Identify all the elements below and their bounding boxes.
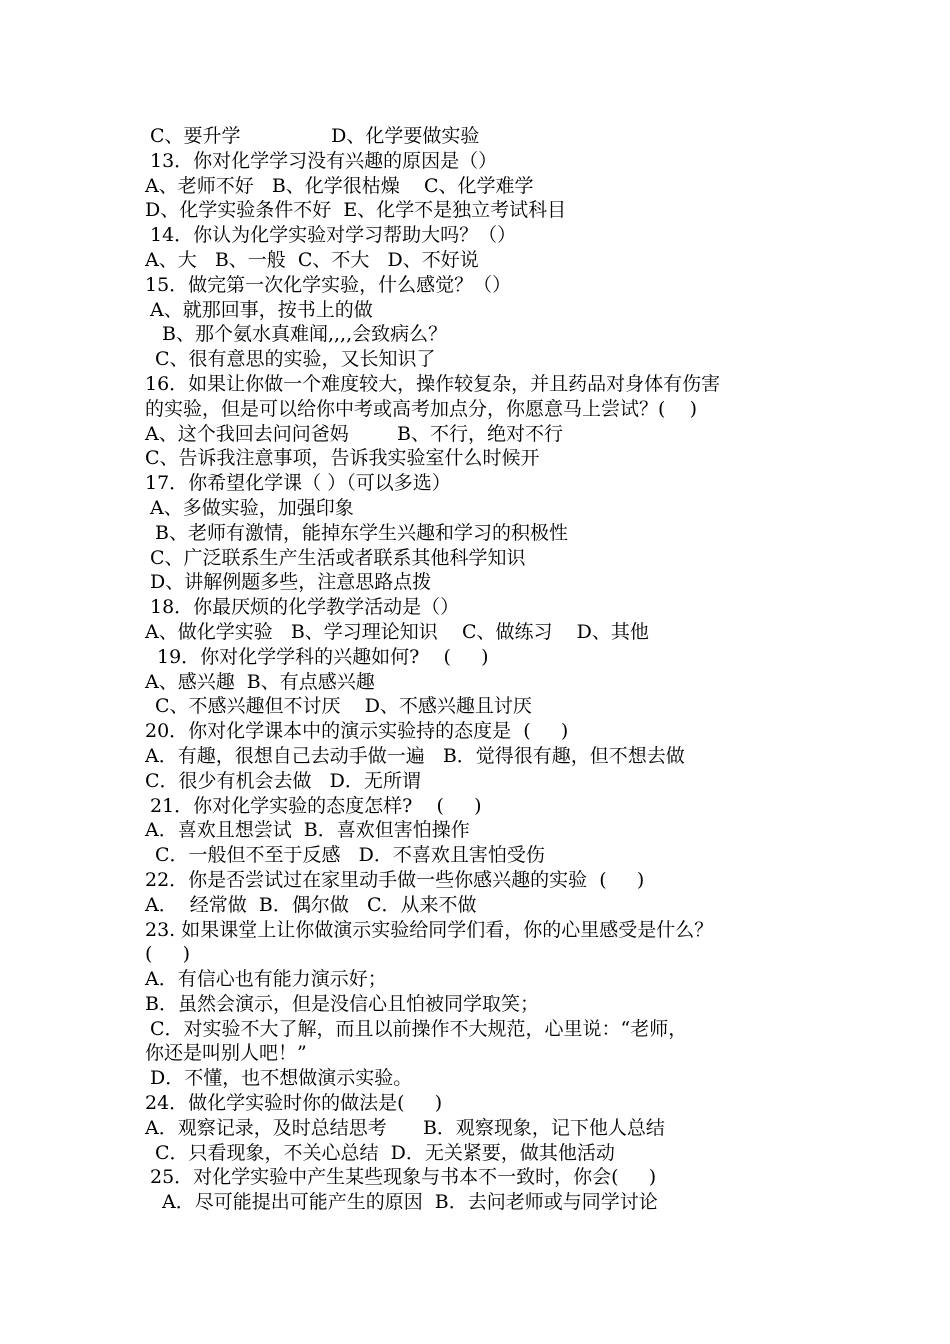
text-line: B、那个氨水真难闻,,,,会致病么？ [162, 323, 448, 346]
text-line: B．虽然会演示，但是没信心且怕被同学取笑； [145, 992, 539, 1015]
text-line: C．对实验不大了解，而且以前操作不大规范，心里说：“老师， [150, 1017, 688, 1040]
text-line: C、不感兴趣但不讨厌 D、不感兴趣且讨厌 [155, 695, 532, 718]
text-line: C、要升学 D、化学要做实验 [150, 125, 480, 147]
text-line: A、感兴趣 B、有点感兴趣 [145, 670, 375, 693]
text-line: A、老师不好 B、化学很枯燥 C、化学难学 [145, 174, 534, 197]
text-line: 20．你对化学课本中的演示实验持的态度是 ( ) [145, 720, 569, 743]
text-line: C、很有意思的实验，又长知识了 [155, 348, 436, 371]
text-line: C、告诉我注意事项，告诉我实验室什么时候开 [145, 447, 540, 470]
text-line: C．很少有机会去做 D．无所谓 [145, 769, 421, 792]
text-line: A、这个我回去问问爸妈 B、不行，绝对不行 [145, 422, 564, 445]
text-line: D．不懂，也不想做演示实验。 [150, 1067, 413, 1090]
text-line: D、化学实验条件不好 E、化学不是独立考试科目 [145, 199, 567, 222]
text-line: C、广泛联系生产生活或者联系其他科学知识 [150, 546, 526, 569]
text-line: A．有趣，很想自己去动手做一遍 B．觉得很有趣，但不想去做 [145, 744, 685, 767]
text-line: A、就那回事，按书上的做 [150, 298, 373, 321]
text-line: 22．你是否尝试过在家里动手做一些你感兴趣的实验 ( ) [145, 868, 645, 891]
text-line: D、讲解例题多些，注意思路点拨 [150, 571, 432, 594]
text-line: A．喜欢且想尝试 B．喜欢但害怕操作 [145, 819, 470, 842]
text-line: 17．你希望化学课（ ）（可以多选） [145, 472, 451, 495]
text-line: C．一般但不至于反感 D．不喜欢且害怕受伤 [155, 844, 545, 867]
text-line: 23. 如果课堂上让你做演示实验给同学们看，你的心里感受是什么？ [145, 918, 714, 941]
text-line: 18．你最厌烦的化学教学活动是（） [150, 596, 460, 619]
text-line: C．只看现象，不关心总结 D．无关紧要，做其他活动 [155, 1141, 615, 1164]
text-line: A．尽可能提出可能产生的原因 B．去问老师或与同学讨论 [162, 1191, 658, 1214]
text-line: A．观察记录，及时总结思考 B．观察现象，记下他人总结 [145, 1116, 665, 1139]
text-line: 16．如果让你做一个难度较大，操作较复杂，并且药品对身体有伤害 [145, 372, 721, 395]
text-line: 24．做化学实验时你的做法是( ) [145, 1092, 443, 1115]
questionnaire-text [0, 124, 950, 1215]
text-line: A．有信心也有能力演示好； [145, 968, 387, 991]
text-line: A、大 B、一般 C、不大 D、不好说 [145, 248, 479, 271]
text-line: 的实验，但是可以给你中考或高考加点分，你愿意马上尝试？( ) [145, 397, 697, 420]
text-line: 21．你对化学实验的态度怎样? ( ) [150, 794, 482, 817]
text-line: A． 经常做 B．偶尔做 C．从来不做 [145, 893, 477, 916]
text-line: 你还是叫别人吧！” [145, 1042, 307, 1065]
text-line: 19．你对化学学科的兴趣如何? ( ) [157, 645, 489, 668]
text-line: 25．对化学实验中产生某些现象与书本不一致时，你会( ) [150, 1166, 657, 1189]
text-line: ( ) [145, 943, 191, 966]
text-line: B、老师有激情，能掉东学生兴趣和学习的积极性 [155, 521, 568, 544]
text-line: A、多做实验，加强印象 [150, 496, 354, 519]
text-line: A、做化学实验 B、学习理论知识 C、做练习 D、其他 [145, 620, 649, 643]
text-line: 15．做完第一次化学实验，什么感觉？（） [145, 273, 512, 296]
text-line: 14．你认为化学实验对学习帮助大吗？（） [150, 224, 517, 247]
text-line: 13．你对化学学习没有兴趣的原因是（） [150, 149, 498, 172]
